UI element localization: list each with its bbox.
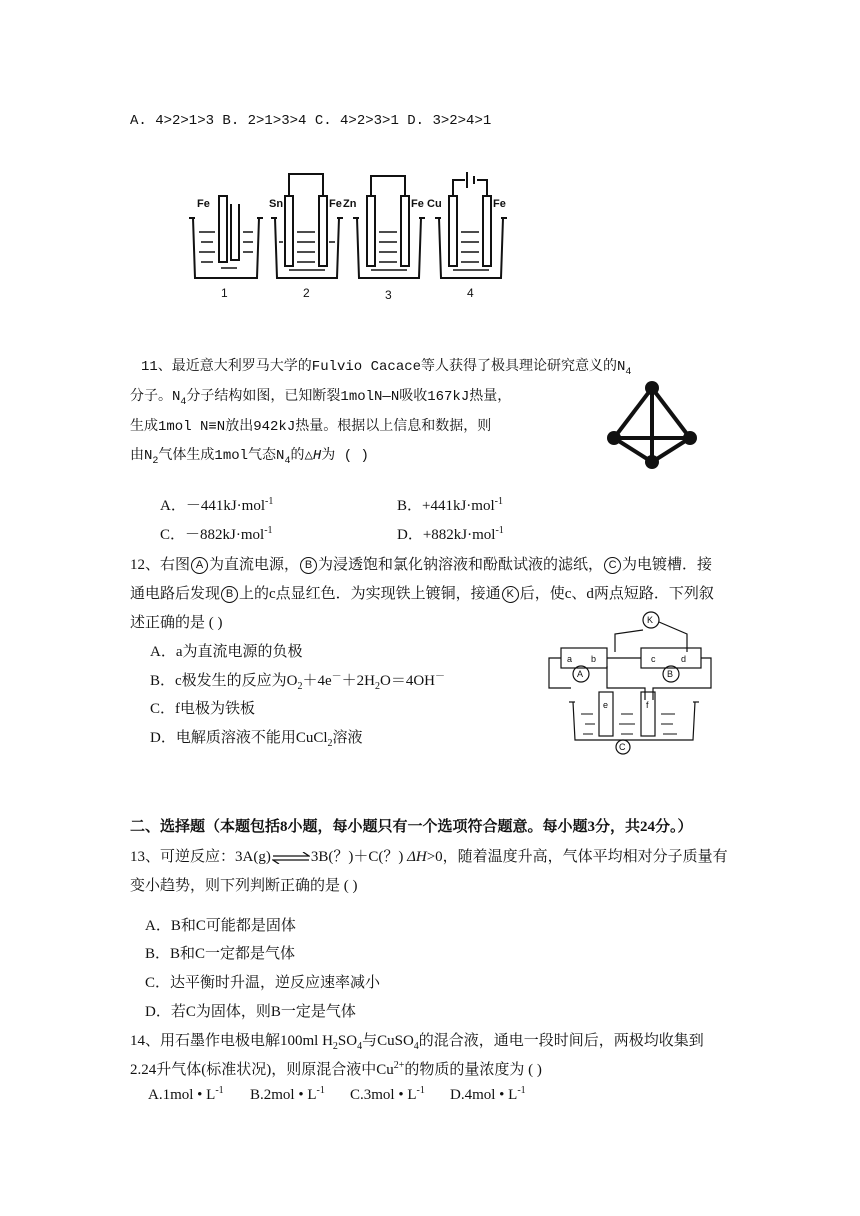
equilibrium-arrow-icon bbox=[272, 852, 310, 864]
section-2-heading: 二、选择题（本题包括8小题，每小题只有一个选项符合题意。每小题3分，共24分。） bbox=[130, 819, 693, 835]
q12-line1: 12、右图 A 为直流电源， B 为浸透饱和氯化钠溶液和酚酞试液的滤纸， C 为电镀槽．接 bbox=[130, 557, 713, 573]
q11-line3: 生成1mol N≡N放出942kJ热量。根据以上信息和数据，则 bbox=[130, 419, 492, 435]
svg-text:a: a bbox=[567, 654, 573, 664]
q13-option-c: C．达平衡时升温，逆反应速率减小 bbox=[145, 975, 381, 991]
svg-text:Fe: Fe bbox=[197, 198, 210, 210]
svg-text:C: C bbox=[619, 742, 626, 752]
svg-text:1: 1 bbox=[221, 286, 228, 300]
svg-text:Zn: Zn bbox=[343, 198, 357, 210]
q12-line3: 述正确的是 ( ) bbox=[130, 615, 223, 631]
n4-molecule-figure bbox=[600, 378, 704, 472]
svg-text:3: 3 bbox=[385, 288, 392, 302]
q14-option-b: B.2mol • $L^{-1}$ bbox=[250, 1085, 325, 1103]
svg-text:e: e bbox=[603, 700, 609, 710]
q10-beakers-figure bbox=[185, 160, 515, 305]
q12-option-a: A．a为直流电源的负极 bbox=[150, 644, 303, 660]
beaker-4 bbox=[435, 172, 507, 278]
q11-line4: 由$N_2$气体生成1mol气态$N_4$的△H为 ( ) bbox=[130, 448, 369, 467]
svg-text:A: A bbox=[577, 669, 584, 679]
q10-options: A. 4>2>1>3 B. 2>1>3>4 C. 4>2>3>1 D. 3>2>4>1 bbox=[130, 113, 492, 129]
svg-text:c: c bbox=[651, 654, 656, 664]
q11-option-c: C．－882kJ·mol$^{-1}$ bbox=[160, 525, 273, 543]
q14-option-d: D.4mol • $L^{-1}$ bbox=[450, 1085, 526, 1103]
q12-option-d: D．电解质溶液不能用CuCl$_2$溶液 bbox=[150, 730, 363, 749]
q14-option-c: C.3mol • $L^{-1}$ bbox=[350, 1085, 425, 1103]
q11-option-a: A．－441kJ·mol$^{-1}$ bbox=[160, 496, 274, 514]
svg-text:Fe: Fe bbox=[493, 198, 506, 210]
q13-line1: 13、可逆反应：3A(g) 3B(？)＋C(？) ΔH>0，随着温度升高，气体平均相对分子质量有 bbox=[130, 849, 728, 865]
q14-option-a: A.1mol • $L^{-1}$ bbox=[148, 1085, 224, 1103]
svg-text:4: 4 bbox=[467, 286, 474, 300]
q12-circuit-figure bbox=[545, 608, 720, 756]
svg-text:f: f bbox=[646, 700, 649, 710]
q12-line2: 通电路后发现 B 上的c点显红色．为实现铁上镀铜，接通 K 后，使c、d两点短路．下列叙 bbox=[130, 586, 714, 602]
svg-text:Sn: Sn bbox=[269, 198, 284, 210]
q13-line2: 变小趋势，则下列判断正确的是 ( ) bbox=[130, 878, 358, 894]
beaker-2 bbox=[271, 174, 343, 278]
q11-line1: 11、最近意大利罗马大学的Fulvio Cacace等人获得了极具理论研究意义的$N_4$ bbox=[141, 359, 632, 378]
svg-text:b: b bbox=[591, 654, 597, 664]
svg-text:Cu: Cu bbox=[427, 198, 442, 210]
svg-text:K: K bbox=[647, 615, 654, 625]
svg-text:Fe: Fe bbox=[411, 198, 424, 210]
q11-option-d: D．+882kJ·mol$^{-1}$ bbox=[397, 525, 504, 543]
q12-option-c: C．f电极为铁板 bbox=[150, 701, 256, 717]
q13-option-d: D．若C为固体，则B一定是气体 bbox=[145, 1004, 356, 1020]
q14-line1: 14、用石墨作电极电解100ml $H_2SO_4$与CuSO$_4$的混合液，通电一段时间后，两极均收集到 bbox=[130, 1033, 704, 1052]
svg-text:2: 2 bbox=[303, 286, 310, 300]
svg-text:d: d bbox=[681, 654, 687, 664]
q12-option-b: B．c极发生的反应为$O_2+4e^-+2H_2O=4OH^-$ bbox=[150, 671, 446, 692]
svg-text:Fe: Fe bbox=[329, 198, 342, 210]
q14-line2: 2.24升气体(标准状况)，则原混合液中$Cu^{2+}$的物质的量浓度为 ( ) bbox=[130, 1060, 542, 1078]
beaker-3 bbox=[353, 176, 425, 278]
q11-line2: 分子。$N_4$分子结构如图，已知断裂1molN—N吸收167kJ热量， bbox=[130, 389, 512, 408]
q11-option-b: B．+441kJ·mol$^{-1}$ bbox=[397, 496, 503, 514]
q13-option-a: A．B和C可能都是固体 bbox=[145, 918, 296, 934]
q13-option-b: B．B和C一定都是气体 bbox=[145, 946, 296, 962]
svg-text:B: B bbox=[667, 669, 674, 679]
